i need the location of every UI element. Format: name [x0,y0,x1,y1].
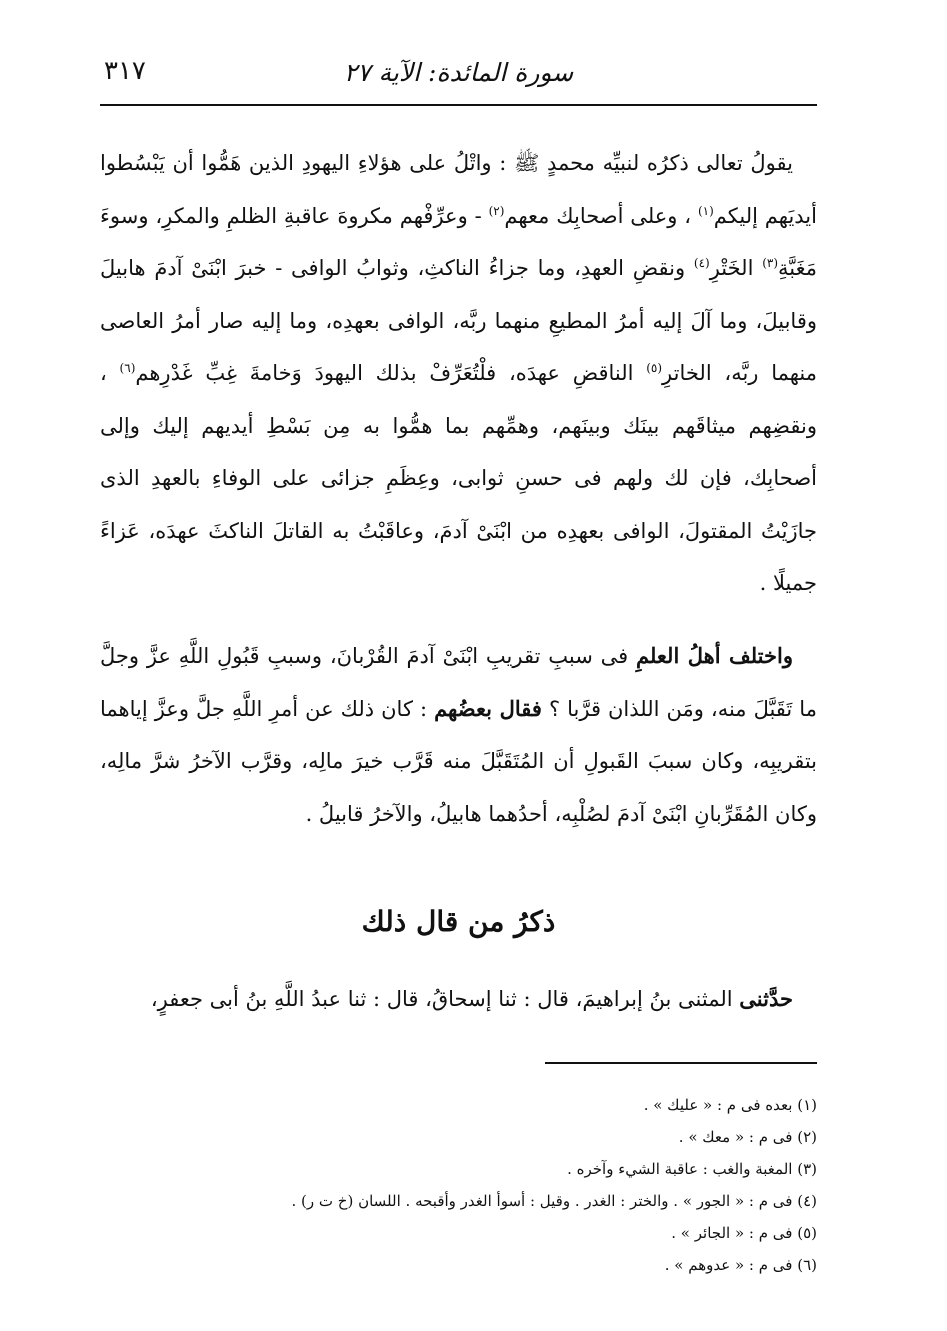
footnote-4: (٤) فى م : « الجور » . والختر : الغدر . وقيل : أسوأ الغدر وأقبحه . اللسان (خ ت ر) . [291,1192,817,1210]
hadith-chain [100,973,817,1025]
page-number: ٣١٧ [104,56,146,86]
footnotes [100,1089,817,1281]
footnote-ref-4: (٤) [693,256,710,270]
paragraph-2-text [100,630,817,840]
text-run: الخَتْرِ [709,256,754,280]
paragraph-1-text [100,137,817,610]
page-header [100,52,817,96]
footnote-ref-3: (٣) [762,256,779,270]
text-run: فى سببِ تقريبِ ابْنَىْ آدمَ القُرْبانَ، وسببِ قَبُولِ اللَّهِ عزَّ وجلَّ ما تَقَبَّلَ منه، ومَن اللذان قرَّبا ؟ [100,644,817,721]
text-run: يقولُ تعالى ذكرُه لنبيِّه محمدٍ ﷺ : واتْلُ على هؤلاءِ اليهودِ الذين هَمُّوا أن يَبْسُطوا أيديَهم إليكم [100,151,817,228]
text-run: - وعرِّفْهم مكروهَ عاقبةِ الظلمِ والمكرِ، وسوءَ مَغَبَّةِ [100,203,817,280]
text-run: ، وعلى أصحابِك معهم [504,203,692,228]
footnote-5: (٥) فى م : « الجائر » . [671,1224,817,1242]
bold-phrase: فقال بعضُهم [434,695,542,721]
text-run: ونقضِ العهدِ، وما جزاءُ الناكثِ، وثوابُ الوافى - خبرَ ابْنَىْ آدمَ هابيلَ وقابيلَ، وما آلَ إليه أمرُ المطيعِ منهما ربَّه، الوافى بعهدِه، وما إليه صار أمرُ العاصى منهما ربَّه، الخاترِ [100,256,817,385]
paragraph-2 [100,630,817,840]
hadith-lead: حدَّثنى [739,986,793,1011]
footnote-ref-1: (١) [697,203,714,218]
footnote-ref-6: (٦) [119,361,136,375]
header-rule [100,104,817,106]
paragraph-1 [100,137,817,610]
text-run: الناقضِ عهدَه، فلْتُعَرِّفْ بذلك اليهودَ وَخامةَ غِبِّ غَدْرِهم [135,361,634,385]
footnote-3: (٣) المغبة والغب : عاقبة الشيء وآخره . [567,1160,817,1178]
footnote-ref-2: (٢) [488,203,505,218]
footnote-2: (٢) فى م : « معك » . [678,1128,817,1146]
footnote-ref-5: (٥) [646,361,663,375]
running-title: سورة المائدة: الآية ٢٧ [343,58,574,87]
text-run: ، ونقضِهم ميثاقَهم بينَك وبينَهم، وهمِّهم بما همُّوا به مِن بَسْطِ أيديهم إليك وإلى أصحابِك، فإن لك ولهم فى حسنِ ثوابى، وعِظَمِ جزائى على الوفاءِ بالعهدِ الذى جازَيْتُ المقتولَ، الوافى بعهدِه من ابْنَىْ آدمَ، وعاقَبْتُ به القاتلَ الناكثَ عهدَه، عَزاءً جميلًا . [100,361,817,595]
section-heading: ذكرُ من قال ذلك [361,905,556,938]
footnote-rule [545,1062,817,1064]
text-run: : كان ذلك عن أمرِ اللَّهِ جلَّ وعزَّ إياهما بتقريبِه، وكان سببَ القَبولِ أن المُتَقَبَّلَ منه قَرَّب خيرَ مالِه، وقرَّب الآخرُ شرَّ مالِه، وكان المُقَرِّبانِ ابْنَىْ آدمَ لصُلْبِه، أحدُهما هابيلُ، والآخرُ قابيلُ . [100,696,817,826]
bold-lead: واختلف أهلُ العلمِ [635,643,793,668]
footnote-6: (٦) فى م : « عدوهم » . [664,1256,817,1274]
footnote-1: (١) بعده فى م : « عليك » . [643,1096,817,1114]
hadith-text: المثنى بنُ إبراهيمَ، قال : ثنا إسحاقُ، قال : ثنا عبدُ اللَّهِ بنُ أبى جعفرٍ، [150,987,733,1011]
